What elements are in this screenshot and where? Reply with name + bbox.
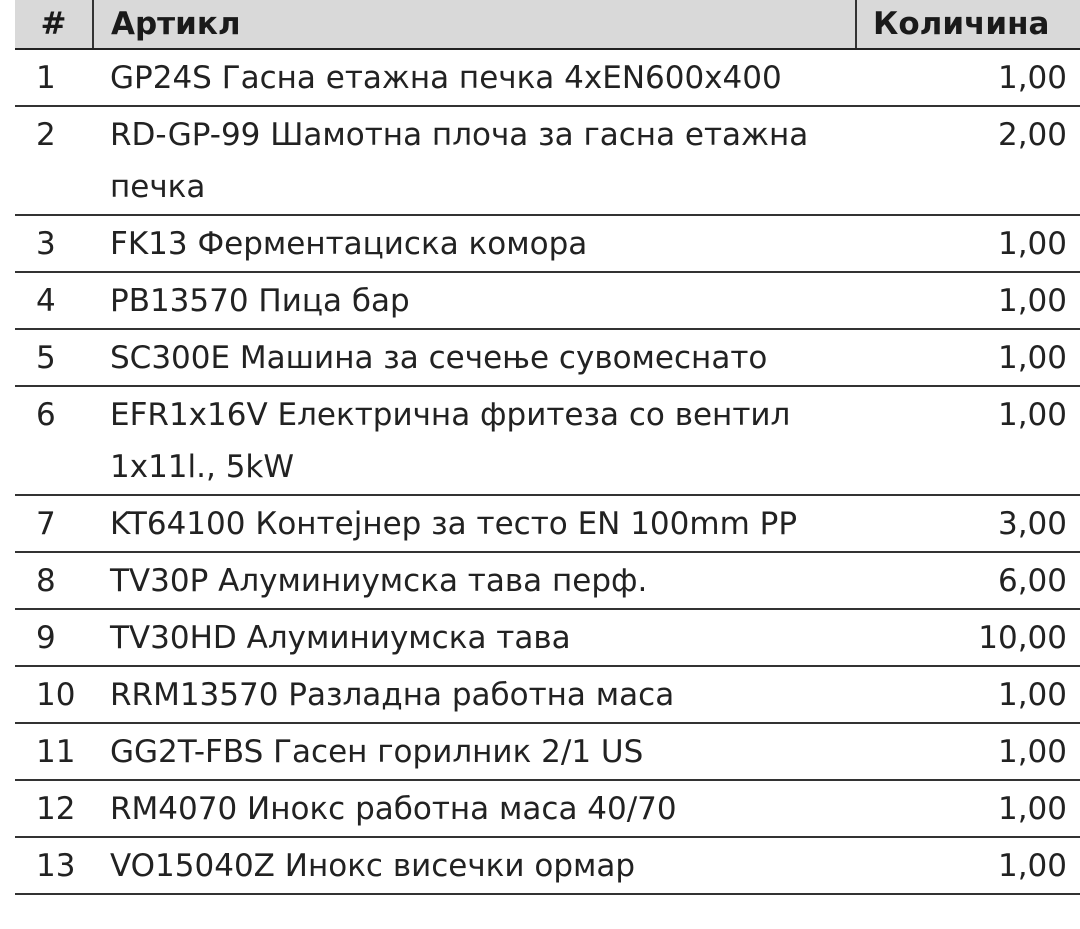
row-quantity: 1,00 [856,780,1080,837]
row-number: 13 [15,837,93,894]
row-number: 2 [15,106,93,215]
row-article: GP24S Гасна етажна печка 4xEN600x400 [93,49,856,106]
row-number: 6 [15,386,93,495]
row-article: KT64100 Контејнер за тесто EN 100mm PP [93,495,856,552]
column-header-article: Артикл [93,0,856,49]
row-quantity: 1,00 [856,329,1080,386]
table-row [15,723,1080,780]
header-row [15,0,1080,49]
row-number: 12 [15,780,93,837]
table-row [15,386,1080,495]
table-row [15,272,1080,329]
table-row [15,49,1080,106]
row-number: 7 [15,495,93,552]
row-number: 11 [15,723,93,780]
row-quantity: 2,00 [856,106,1080,215]
row-article: FK13 Ферментациска комора [93,215,856,272]
row-number: 5 [15,329,93,386]
table-row [15,106,1080,215]
table-header [15,0,1080,49]
table-row [15,329,1080,386]
column-header-quantity: Количина [856,0,1080,49]
row-number: 8 [15,552,93,609]
row-article: RM4070 Инокс работна маса 40/70 [93,780,856,837]
row-article: EFR1x16V Електрична фритеза со вентил 1x11l., 5kW [93,386,856,495]
row-quantity: 1,00 [856,723,1080,780]
table-row [15,609,1080,666]
row-quantity: 6,00 [856,552,1080,609]
row-quantity: 1,00 [856,837,1080,894]
row-article: VO15040Z Инокс висечки ормар [93,837,856,894]
table-row [15,780,1080,837]
row-quantity: 1,00 [856,272,1080,329]
row-article: TV30HD Алуминиумска тава [93,609,856,666]
table-row [15,495,1080,552]
row-number: 9 [15,609,93,666]
table-body [15,49,1080,894]
row-quantity: 3,00 [856,495,1080,552]
table-row [15,552,1080,609]
row-quantity: 10,00 [856,609,1080,666]
row-number: 3 [15,215,93,272]
row-quantity: 1,00 [856,49,1080,106]
table-row [15,837,1080,894]
row-quantity: 1,00 [856,386,1080,495]
items-table [15,0,1080,895]
row-article: PB13570 Пица бар [93,272,856,329]
row-number: 1 [15,49,93,106]
row-quantity: 1,00 [856,666,1080,723]
table-row [15,666,1080,723]
row-article: RD-GP-99 Шамотна плоча за гасна етажна печка [93,106,856,215]
row-article: TV30P Алуминиумска тава перф. [93,552,856,609]
row-article: SC300E Машина за сечење сувомеснато [93,329,856,386]
row-article: RRM13570 Разладна работна маса [93,666,856,723]
column-header-number: # [15,0,93,49]
row-number: 4 [15,272,93,329]
row-number: 10 [15,666,93,723]
row-article: GG2T-FBS Гасен горилник 2/1 US [93,723,856,780]
table-row [15,215,1080,272]
row-quantity: 1,00 [856,215,1080,272]
